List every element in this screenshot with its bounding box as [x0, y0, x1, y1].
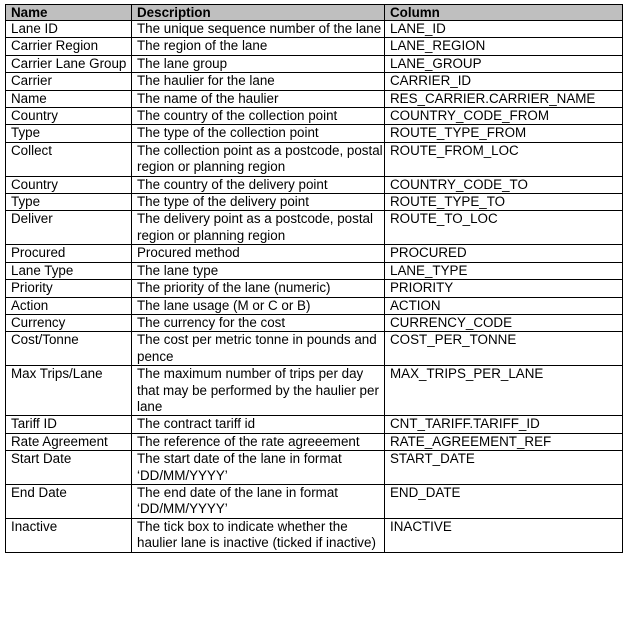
- field-column: RES_CARRIER.CARRIER_NAME: [385, 90, 623, 107]
- field-name: Tariff ID: [6, 416, 132, 433]
- table-row: [6, 297, 623, 314]
- table-row: [6, 314, 623, 331]
- field-description: The country of the collection point: [132, 108, 385, 125]
- table-row: [6, 245, 623, 262]
- field-column: RATE_AGREEMENT_REF: [385, 433, 623, 450]
- field-column: INACTIVE: [385, 518, 623, 552]
- field-name: Currency: [6, 314, 132, 331]
- field-name: Carrier Lane Group: [6, 55, 132, 72]
- field-description: The reference of the rate agreeement: [132, 433, 385, 450]
- field-column: LANE_GROUP: [385, 55, 623, 72]
- field-description: The lane type: [132, 262, 385, 279]
- table-row: [6, 176, 623, 193]
- field-name: Type: [6, 125, 132, 142]
- field-column: ROUTE_FROM_LOC: [385, 142, 623, 176]
- field-description: The haulier for the lane: [132, 73, 385, 90]
- field-name: Carrier Region: [6, 38, 132, 55]
- field-description: The name of the haulier: [132, 90, 385, 107]
- field-description: The start date of the lane in format ‘DD/MM/YYYY’: [132, 451, 385, 485]
- field-name: Max Trips/Lane: [6, 366, 132, 416]
- table-row: [6, 125, 623, 142]
- field-column: COST_PER_TONNE: [385, 332, 623, 366]
- field-name: Deliver: [6, 211, 132, 245]
- table-row: [6, 142, 623, 176]
- table-row: [6, 451, 623, 485]
- field-description: The type of the collection point: [132, 125, 385, 142]
- field-definitions-table: [5, 4, 623, 553]
- table-row: [6, 484, 623, 518]
- field-name: Inactive: [6, 518, 132, 552]
- field-name: Procured: [6, 245, 132, 262]
- header-name: Name: [6, 5, 132, 21]
- header-row: [6, 5, 623, 21]
- table-row: [6, 194, 623, 211]
- field-name: Rate Agreement: [6, 433, 132, 450]
- table-row: [6, 108, 623, 125]
- table-row: [6, 416, 623, 433]
- field-name: Priority: [6, 280, 132, 297]
- field-name: End Date: [6, 484, 132, 518]
- field-name: Collect: [6, 142, 132, 176]
- field-name: Name: [6, 90, 132, 107]
- field-description: The cost per metric tonne in pounds and pence: [132, 332, 385, 366]
- field-column: CURRENCY_CODE: [385, 314, 623, 331]
- field-column: LANE_REGION: [385, 38, 623, 55]
- field-column: CNT_TARIFF.TARIFF_ID: [385, 416, 623, 433]
- field-column: ROUTE_TYPE_FROM: [385, 125, 623, 142]
- field-name: Type: [6, 194, 132, 211]
- header-column: Column: [385, 5, 623, 21]
- field-column: COUNTRY_CODE_FROM: [385, 108, 623, 125]
- header-description: Description: [132, 5, 385, 21]
- field-column: LANE_TYPE: [385, 262, 623, 279]
- field-name: Country: [6, 176, 132, 193]
- field-name: Lane Type: [6, 262, 132, 279]
- field-name: Action: [6, 297, 132, 314]
- table-row: [6, 518, 623, 552]
- field-description: The priority of the lane (numeric): [132, 280, 385, 297]
- table-row: [6, 55, 623, 72]
- field-description: Procured method: [132, 245, 385, 262]
- field-column: LANE_ID: [385, 21, 623, 38]
- table-row: [6, 211, 623, 245]
- field-name: Country: [6, 108, 132, 125]
- field-column: CARRIER_ID: [385, 73, 623, 90]
- field-description: The delivery point as a postcode, postal region or planning region: [132, 211, 385, 245]
- table-row: [6, 90, 623, 107]
- field-column: PRIORITY: [385, 280, 623, 297]
- field-description: The region of the lane: [132, 38, 385, 55]
- field-description: The end date of the lane in format ‘DD/MM/YYYY’: [132, 484, 385, 518]
- table-row: [6, 73, 623, 90]
- field-name: Lane ID: [6, 21, 132, 38]
- field-name: Start Date: [6, 451, 132, 485]
- field-column: PROCURED: [385, 245, 623, 262]
- field-description: The unique sequence number of the lane: [132, 21, 385, 38]
- table-row: [6, 332, 623, 366]
- field-column: MAX_TRIPS_PER_LANE: [385, 366, 623, 416]
- field-description: The currency for the cost: [132, 314, 385, 331]
- field-name: Carrier: [6, 73, 132, 90]
- table-row: [6, 262, 623, 279]
- field-description: The collection point as a postcode, postal region or planning region: [132, 142, 385, 176]
- table-row: [6, 38, 623, 55]
- field-description: The type of the delivery point: [132, 194, 385, 211]
- field-description: The lane usage (M or C or B): [132, 297, 385, 314]
- table-row: [6, 280, 623, 297]
- field-column: END_DATE: [385, 484, 623, 518]
- field-column: ACTION: [385, 297, 623, 314]
- field-column: ROUTE_TYPE_TO: [385, 194, 623, 211]
- table-row: [6, 433, 623, 450]
- field-name: Cost/Tonne: [6, 332, 132, 366]
- field-description: The lane group: [132, 55, 385, 72]
- table-row: [6, 21, 623, 38]
- field-description: The maximum number of trips per day that may be performed by the haulier per lane: [132, 366, 385, 416]
- field-description: The country of the delivery point: [132, 176, 385, 193]
- field-description: The tick box to indicate whether the haulier lane is inactive (ticked if inactive): [132, 518, 385, 552]
- field-column: COUNTRY_CODE_TO: [385, 176, 623, 193]
- field-column: START_DATE: [385, 451, 623, 485]
- table-row: [6, 366, 623, 416]
- field-column: ROUTE_TO_LOC: [385, 211, 623, 245]
- field-description: The contract tariff id: [132, 416, 385, 433]
